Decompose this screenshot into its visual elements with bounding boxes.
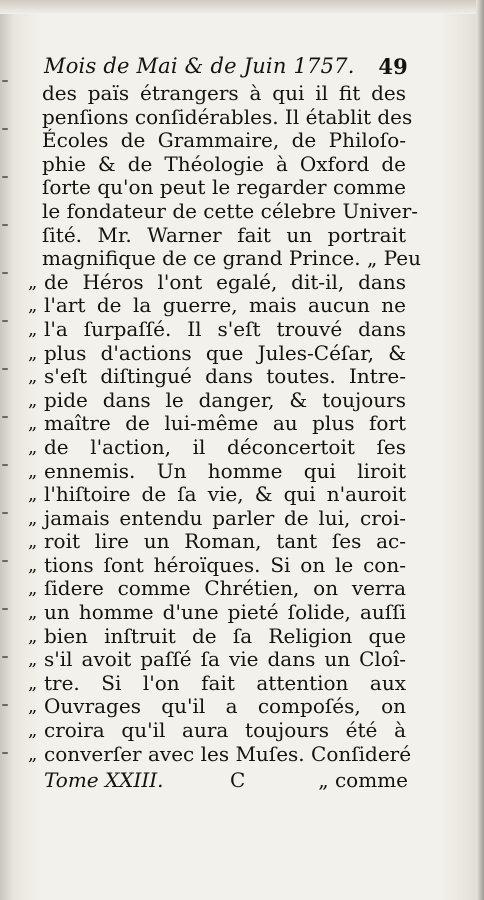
volume-label: Tome XXIII. (44, 768, 164, 793)
line-text: croira qu'il aura toujours été à (44, 718, 406, 743)
line-text: jamais entendu parler de lui, croi- (44, 505, 406, 530)
quote-mark: „ (28, 366, 38, 388)
running-title: Mois de Mai & de Juin 1757. (44, 54, 355, 78)
line-text: s'eſt diſtingué dans toutes. Intre- (44, 364, 406, 389)
line-text: ſidere comme Chrétien, on verra (44, 576, 406, 601)
quote-mark: „ (28, 436, 38, 458)
quote-mark: „ (28, 578, 38, 600)
text-line (28, 458, 406, 484)
line-text: magnifique de ce grand Prince. „ Peu (42, 246, 421, 271)
text-line (28, 293, 406, 318)
line-text: ſorte qu'on peut le regarder comme (42, 175, 406, 200)
quote-mark: „ (28, 413, 38, 435)
quote-mark: „ (28, 507, 38, 529)
quote-mark: „ (28, 649, 38, 671)
scan-right-edge (476, 0, 484, 900)
text-line (28, 741, 412, 767)
text-line (28, 316, 406, 342)
line-text: ſité. Mr. Warner fait un portrait (42, 222, 406, 247)
text-line (28, 411, 406, 436)
quote-mark: „ (28, 720, 38, 742)
quote-mark: „ (28, 318, 38, 340)
text-line (28, 387, 406, 413)
catchword: „ comme (318, 768, 408, 793)
text-line (28, 576, 406, 601)
text-line (28, 718, 406, 743)
quote-mark: „ (28, 743, 38, 765)
quote-mark: „ (28, 696, 38, 718)
line-text: le fondateur de cette célebre Univer- (42, 198, 419, 223)
line-text: de l'action, il déconcertoit ſes (44, 434, 406, 459)
line-text: maître de lui-même au plus fort (44, 411, 406, 436)
quote-mark: „ (28, 531, 38, 553)
quote-mark: „ (28, 295, 38, 317)
line-text: de Héros l'ont egalé, dit-il, dans (44, 269, 406, 294)
line-text: des païs étrangers à qui il fit des (42, 81, 406, 105)
line-text: l'a ſurpaſſé. Il s'eſt trouvé dans (44, 316, 406, 341)
line-text: un homme d'une pieté ſolide, auſſi (44, 600, 406, 625)
text-line (28, 269, 406, 295)
quote-mark: „ (28, 342, 38, 364)
text-line (34, 82, 406, 106)
line-text: Écoles de Grammaire, de Philoſo- (42, 128, 406, 153)
quote-mark: „ (28, 554, 38, 576)
page-number: 49 (378, 54, 408, 79)
text-line (34, 129, 406, 153)
quote-mark: „ (28, 389, 38, 411)
line-text: roit lire un Roman, tant ſes ac- (44, 529, 406, 554)
text-line (28, 623, 406, 649)
text-line (34, 153, 406, 177)
text-line (34, 246, 421, 271)
quote-mark: „ (28, 484, 38, 506)
quote-mark: „ (28, 602, 38, 624)
page-footer (34, 768, 406, 794)
line-text: converſer avec les Muſes. Conſideré (44, 741, 412, 766)
text-line (28, 552, 406, 578)
text-line (28, 434, 406, 460)
line-text: plus d'actions que Jules-Céſar, & (44, 340, 406, 365)
line-text: tions ſont héroïques. Si on le con- (44, 552, 406, 577)
quote-mark: „ (28, 460, 38, 482)
line-text: l'art de la guerre, mais aucun ne (44, 293, 406, 318)
text-line (28, 340, 406, 366)
text-line (28, 647, 406, 672)
text-line (28, 505, 406, 531)
body-text (28, 81, 421, 766)
quote-mark: „ (28, 672, 38, 694)
binding-gutter (2, 80, 12, 820)
line-text: tre. Si l'on fait attention aux (44, 670, 406, 695)
text-line (28, 694, 406, 719)
text-line (34, 198, 419, 224)
text-line (34, 176, 406, 200)
book-page (28, 48, 421, 794)
text-line (28, 670, 406, 696)
line-text: pide dans le danger, & toujours (44, 387, 406, 412)
text-line (28, 529, 406, 554)
text-line (28, 364, 406, 389)
text-line (28, 600, 406, 625)
line-text: penſions conſidérables. Il établit des (42, 104, 413, 129)
text-line (28, 482, 406, 507)
line-text: ennemis. Un homme qui liroit (44, 458, 406, 483)
text-line (34, 104, 413, 130)
scan-top-edge (0, 0, 484, 14)
line-text: bien inſtruit de ſa Religion que (44, 623, 406, 648)
quote-mark: „ (28, 625, 38, 647)
signature-mark: C (230, 768, 246, 793)
text-line (34, 224, 406, 248)
line-text: s'il avoit paſſé ſa vie dans un Cloî- (44, 647, 406, 672)
line-text: l'hiſtoire de ſa vie, & qui n'auroit (44, 482, 406, 507)
quote-mark: „ (28, 271, 38, 293)
line-text: phie & de Théologie à Oxford de (42, 151, 406, 176)
line-text: Ouvrages qu'il a compoſés, on (44, 694, 406, 719)
page-header (34, 48, 406, 82)
